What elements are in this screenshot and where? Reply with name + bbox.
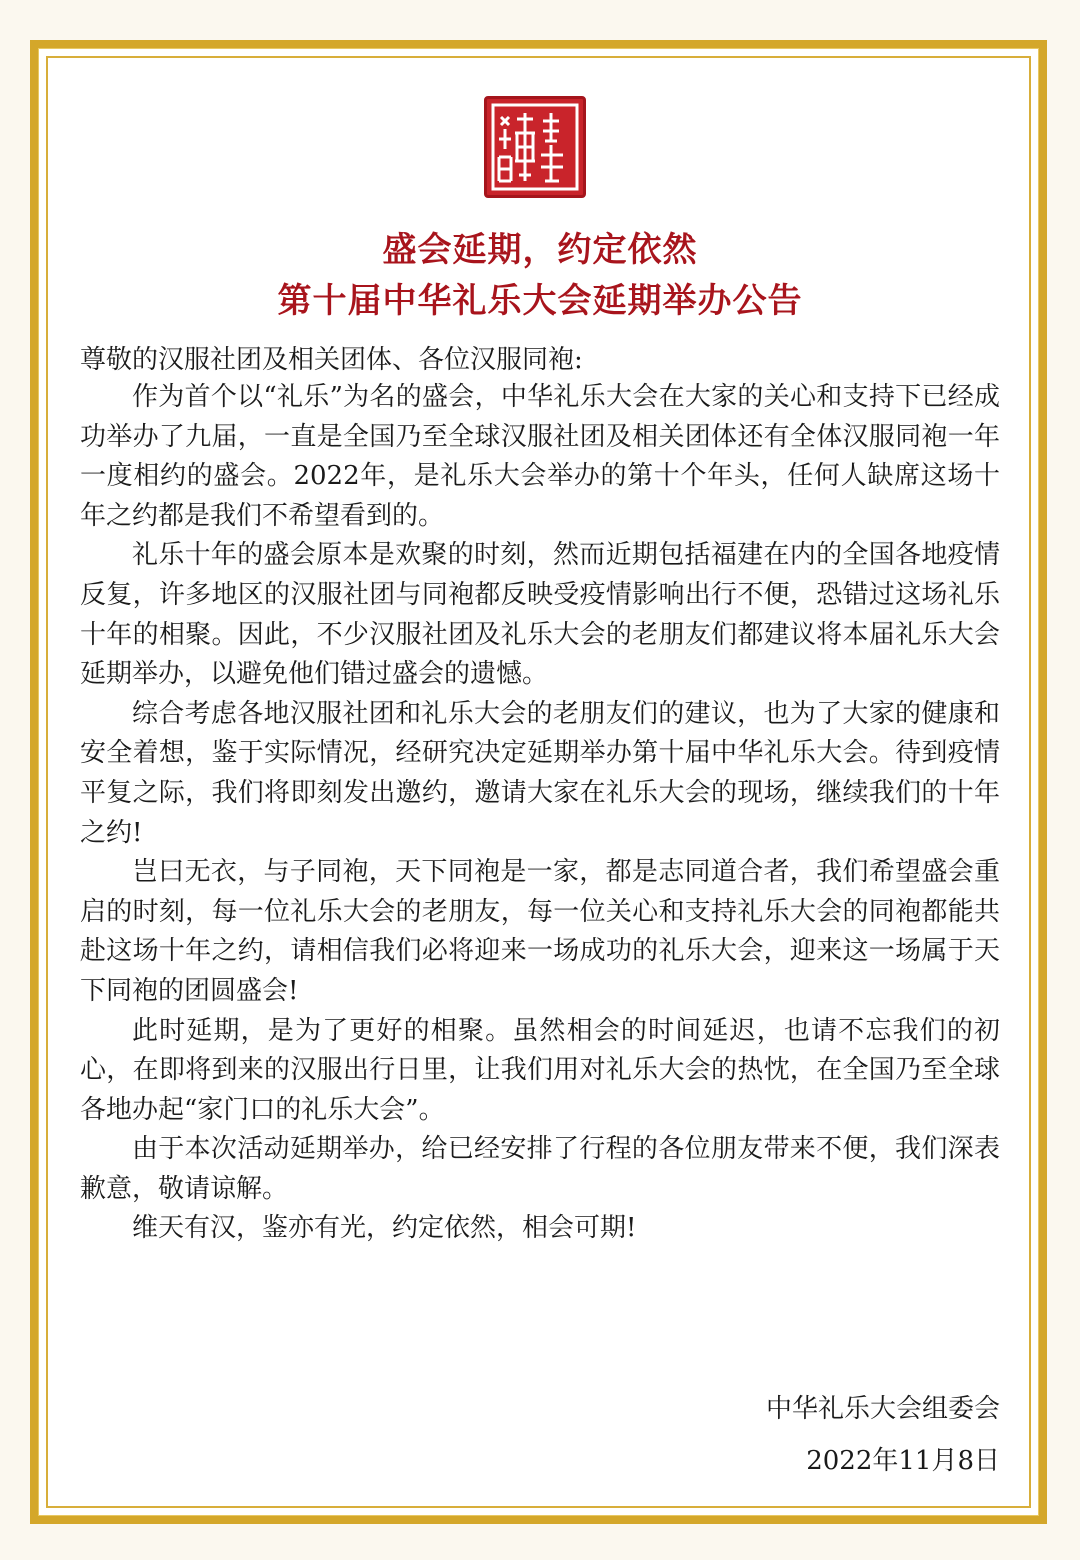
announcement-body bbox=[80, 378, 1000, 1249]
paragraph: 礼乐十年的盛会原本是欢聚的时刻，然而近期包括福建在内的全国各地疫情反复，许多地区的汉服社团与同袍都反映受疫情影响出行不便，恐错过这场礼乐十年的相聚。因此，不少汉服社团及礼乐大会的老朋友们都建议将本届礼乐大会延期举办，以避免他们错过盛会的遗憾。 bbox=[80, 540, 1000, 690]
seal-logo bbox=[484, 96, 586, 198]
signature-organization: 中华礼乐大会组委会 bbox=[765, 1394, 1000, 1424]
title-line-2: 第十届中华礼乐大会延期举办公告 bbox=[277, 281, 803, 321]
signature-date: 2022年11月8日 bbox=[806, 1446, 1000, 1476]
paragraph: 维天有汉，鉴亦有光，约定依然，相会可期! bbox=[132, 1213, 637, 1244]
paragraph: 此时延期，是为了更好的相聚。虽然相会的时间延迟，也请不忘我们的初心，在即将到来的汉服出行日里，让我们用对礼乐大会的热忱，在全国乃至全球各地办起“家门口的礼乐大会”。 bbox=[80, 1015, 1000, 1125]
paragraph: 综合考虑各地汉服社团和礼乐大会的老朋友们的建议，也为了大家的健康和安全着想，鉴于实际情况，经研究决定延期举办第十届中华礼乐大会。待到疫情平复之际，我们将即刻发出邀约，邀请大家在礼乐大会的现场，继续我们的十年之约! bbox=[80, 698, 1000, 848]
paragraph: 作为首个以“礼乐”为名的盛会，中华礼乐大会在大家的关心和支持下已经成功举办了九届，一直是全国乃至全球汉服社团及相关团体还有全体汉服同袍一年一度相约的盛会。2022年，是礼乐大会举办的第十个年头，任何人缺席这场十年之约都是我们不希望看到的。 bbox=[80, 382, 1000, 531]
seal-glyphs bbox=[487, 99, 583, 195]
paragraph: 岂曰无衣，与子同袍，天下同袍是一家，都是志同道合者，我们希望盛会重启的时刻，每一位礼乐大会的老朋友，每一位关心和支持礼乐大会的同袍都能共赴这场十年之约，请相信我们必将迎来一场成功的礼乐大会，迎来这一场属于天下同袍的团圆盛会! bbox=[80, 857, 1000, 1006]
salutation: 尊敬的汉服社团及相关团体、各位汉服同袍: bbox=[80, 345, 583, 375]
title-line-1: 盛会延期，约定依然 bbox=[382, 230, 698, 270]
paragraph: 由于本次活动延期举办，给已经安排了行程的各位朋友带来不便，我们深表歉意，敬请谅解。 bbox=[80, 1134, 1000, 1204]
